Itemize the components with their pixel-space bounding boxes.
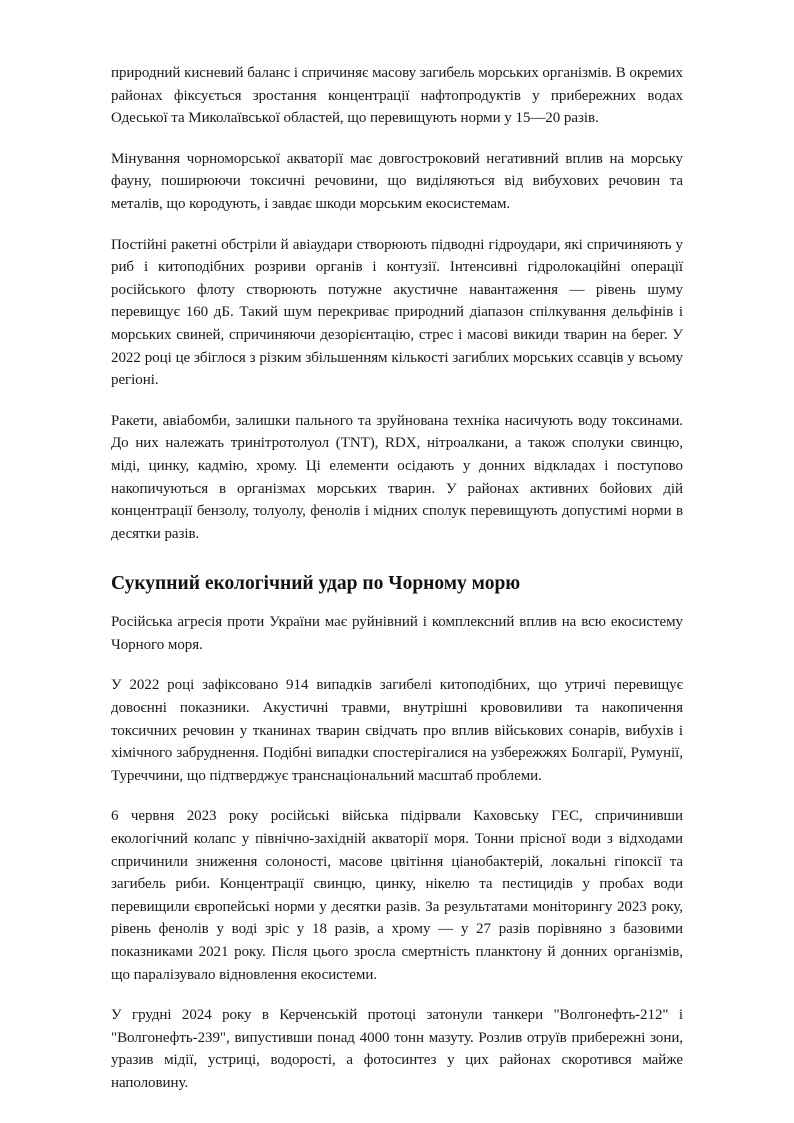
document-page (111, 62, 683, 1113)
paragraph-oxygen-balance: природний кисневий баланс і спричиняє масову загибель морських організмів. В окремих районах фіксується зростання концентрації нафтопродуктів у прибережних водах Одеської та Миколаївської областей, що перевищують норми у 15—20 разів. (111, 65, 683, 127)
paragraph-kakhovka-dam: 6 червня 2023 року російські військa підірвали Каховську ГЕС, спричинивши екологічний колапс у північно-західній акваторії моря. Тонни прісної води з відходами спричинили зниження солоності, масове цвітіння ціанобактерій, локальні гіпоксії та загибель риби. Концентрації свинцю, цинку, нікелю та пестицидів у пробах води перевищили європейські норми у десятки разів. За результатами моніторингу 2023 року, рівень фенолів у воді зріс у 18 разів, а хрому — у 27 разів порівняно з базовими показниками 2021 року. Після цього зросла смертність планктону й донних організмів, що паралізувало відновлення екосистеми. (111, 808, 683, 983)
section-heading: Сукупний екологічний удар по Чорному морю (111, 573, 521, 595)
paragraph-toxins: Ракети, авіабомби, залишки пального та зруйнована техніка насичують воду токсинами. До них належать тринітротолуол (TNT), RDX, нітроалкани, а також сполуки свинцю, міді, цинку, кадмію, хрому. Ці елементи осідають у донних відкладах і поступово накопичуються в організмах морських тварин. У районах активних бойових дій концентрації бензолу, толуолу, фенолів і мідних сполук перевищують допустимі норми в десятки разів. (111, 412, 683, 542)
paragraph-aggression-intro: Російська агресія проти України має руйнівний і комплексний вплив на всю екосистему Чорного моря. (111, 614, 683, 653)
paragraph-mining: Мінування чорноморської акваторії має довгостроковий негативний вплив на морську фауну, поширюючи токсичні речовини, що виділяються від вибухових речовин та металів, що кородують, і завдає шкоди морським екосистемам. (111, 150, 683, 212)
paragraph-cetacean-deaths: У 2022 році зафіксовано 914 випадків загибелі китоподібних, що утричі перевищує довоєнні показники. Акустичні травми, внутрішні крововиливи та накопичення токсичних речовин у тканинах тварин свідчать про вплив військових сонарів, вибухів і хімічного забруднення. Подібні випадки спостерігалися на узбережжях Болгарії, Румунії, Туреччини, що підтверджує транснаціональний масштаб проблеми. (111, 677, 683, 784)
paragraph-kerch-tankers: У грудні 2024 року в Керченській протоці затонули танкери "Волгонефть-212" і "Волгонефть-239", випустивши понад 4000 тонн мазуту. Розлив отруїв прибережні зони, уразив мідії, устриці, водорості, а фотосинтез у цих районах скоротився майже наполовину. (111, 1007, 683, 1091)
paragraph-acoustic-impact: Постійні ракетні обстріли й авіаудари створюють підводні гідроудари, які спричиняють у риб і китоподібних розриви органів і контузії. Інтенсивні гідролокаційні операції російського флоту створюють потужне акустичне навантаження — рівень шуму перевищує 160 дБ. Такий шум перекриває природний діапазон спілкування дельфінів і морських свиней, спричиняючи дезорієнтацію, стрес і масові викиди тварин на берег. У 2022 році це збіглося з різким збільшенням кількості загиблих морських ссавців у всьому регіоні. (111, 236, 683, 389)
